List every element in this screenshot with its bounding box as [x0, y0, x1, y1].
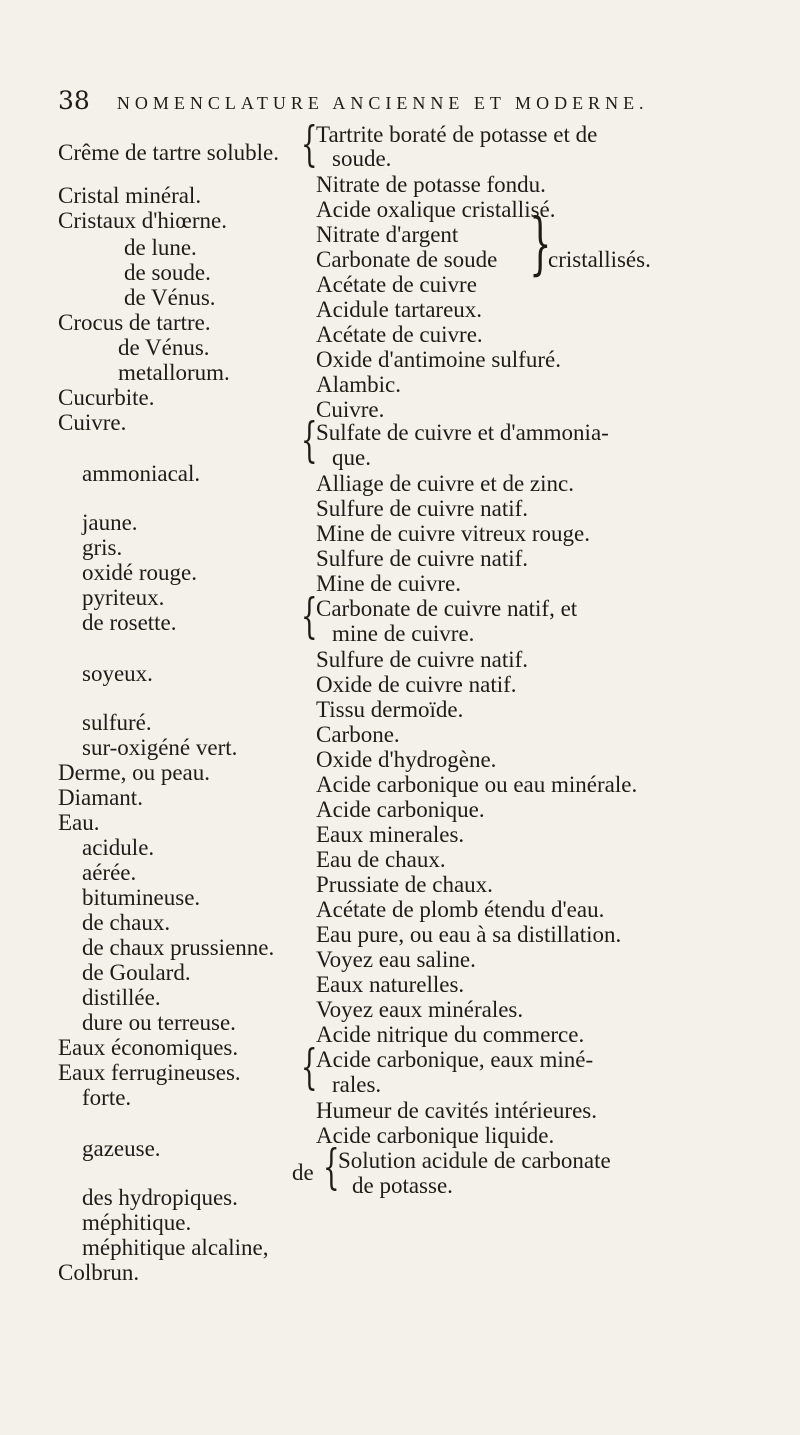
old-term: de rosette.: [82, 610, 177, 635]
old-term: soyeux.: [82, 661, 153, 686]
old-term: oxidé rouge.: [82, 560, 197, 585]
old-term: Eaux économiques.: [58, 1035, 239, 1060]
old-term: de Vénus.: [118, 335, 210, 360]
new-term: Carbone.: [316, 722, 400, 747]
old-term: Cucurbite.: [58, 385, 155, 410]
new-term: Acide carbonique.: [316, 797, 485, 822]
new-term: Humeur de cavités intérieures.: [316, 1098, 597, 1123]
brace-icon: {: [322, 1139, 340, 1195]
old-term: Cuivre.: [58, 410, 127, 435]
new-term: Oxide de cuivre natif.: [316, 672, 517, 697]
new-term: Carbonate de soude: [316, 247, 498, 272]
new-term: soude.: [332, 146, 392, 171]
new-term: mine de cuivre.: [332, 621, 475, 646]
new-term: Acide carbonique ou eau minérale.: [316, 772, 638, 797]
old-term: Cristal minéral.: [58, 183, 202, 208]
new-term: Acidule tartareux.: [316, 297, 483, 322]
new-term: Prussiate de chaux.: [316, 872, 493, 897]
brace-icon: {: [529, 209, 552, 287]
new-term: Carbonate de cuivre natif, et: [316, 596, 578, 621]
old-term: Cristaux d'hiœrne.: [58, 208, 227, 233]
new-term: Eaux naturelles.: [316, 972, 465, 997]
old-term: pyriteux.: [82, 585, 165, 610]
old-term: de Vénus.: [124, 285, 216, 310]
new-term: Nitrate d'argent: [316, 222, 459, 247]
old-term: sulfuré.: [82, 710, 152, 735]
new-term: Acide oxalique cristallisé.: [316, 197, 556, 222]
new-term: Acide nitrique du commerce.: [316, 1022, 585, 1047]
old-term: Colbrun.: [58, 1260, 140, 1285]
old-term: Eaux ferrugineuses.: [58, 1060, 241, 1085]
old-term: distillée.: [82, 985, 161, 1010]
new-term: de potasse.: [352, 1173, 453, 1198]
old-term: gazeuse.: [82, 1136, 161, 1161]
old-term: ammoniacal.: [82, 461, 201, 486]
new-term: Eau de chaux.: [316, 847, 446, 872]
new-term: Sulfure de cuivre natif.: [316, 546, 529, 571]
old-term: Derme, ou peau.: [58, 760, 210, 785]
new-term: Acide carbonique liquide.: [316, 1123, 555, 1148]
new-term: Sulfate de cuivre et d'ammonia-: [316, 420, 609, 445]
old-term: Eau.: [58, 810, 100, 835]
new-term: Mine de cuivre.: [316, 571, 461, 596]
new-term: Oxide d'antimoine sulfuré.: [316, 347, 561, 372]
new-term: Alambic.: [316, 372, 401, 397]
new-term: Sulfure de cuivre natif.: [316, 647, 529, 672]
old-term: gris.: [82, 535, 123, 560]
new-term: Eaux minerales.: [316, 822, 465, 847]
new-term: Mine de cuivre vitreux rouge.: [316, 521, 590, 546]
brace-icon: {: [300, 1039, 318, 1095]
brace-icon: {: [300, 588, 318, 644]
old-term: de chaux.: [82, 910, 171, 935]
new-term: Nitrate de potasse fondu.: [316, 172, 546, 197]
old-term: sur-oxigéné vert.: [82, 735, 238, 760]
new-term: que.: [332, 445, 371, 470]
old-term: de soude.: [124, 260, 211, 285]
old-term: des hydropiques.: [82, 1185, 238, 1210]
new-term: cristallisés.: [548, 247, 651, 272]
new-term: Acide carbonique, eaux miné-: [316, 1047, 594, 1072]
old-term: Crême de tartre soluble.: [58, 140, 279, 165]
old-term: bitumineuse.: [82, 885, 201, 910]
old-term: méphitique.: [82, 1210, 192, 1235]
brace-icon: {: [300, 412, 318, 468]
old-term: acidule.: [82, 835, 155, 860]
new-term: Alliage de cuivre et de zinc.: [316, 471, 574, 496]
old-term: de chaux prussienne.: [82, 935, 275, 960]
old-term: de Goulard.: [82, 960, 191, 985]
new-term: Sulfure de cuivre natif.: [316, 496, 529, 521]
new-term: Tartrite boraté de potasse et de: [316, 122, 598, 147]
new-term: rales.: [332, 1072, 382, 1097]
old-term: Crocus de tartre.: [58, 310, 211, 335]
new-term: Cuivre.: [316, 397, 385, 422]
new-term: Voyez eaux minérales.: [316, 997, 524, 1022]
new-term: Acétate de plomb étendu d'eau.: [316, 897, 605, 922]
old-term: metallorum.: [118, 360, 230, 385]
old-term: Diamant.: [58, 785, 143, 810]
new-term: Voyez eau saline.: [316, 947, 476, 972]
new-term: Oxide d'hydrogène.: [316, 747, 497, 772]
new-term: Solution acidule de carbonate: [338, 1148, 611, 1173]
brace-icon: {: [300, 116, 318, 172]
new-term: Eau pure, ou eau à sa distillation.: [316, 922, 622, 947]
old-term: forte.: [82, 1085, 132, 1110]
new-term: Tissu dermoïde.: [316, 697, 464, 722]
old-term: dure ou terreuse.: [82, 1010, 236, 1035]
old-term: de lune.: [124, 235, 197, 260]
page-number: 38: [58, 86, 90, 115]
old-term: méphitique alcaline,: [82, 1235, 269, 1260]
new-term: de: [292, 1160, 314, 1185]
old-term: jaune.: [82, 510, 138, 535]
new-term: Acétate de cuivre: [316, 272, 477, 297]
running-title: NOMENCLATURE ANCIENNE ET MODERNE.: [116, 93, 649, 113]
new-term: Acétate de cuivre.: [316, 322, 483, 347]
old-term: aérée.: [82, 860, 137, 885]
